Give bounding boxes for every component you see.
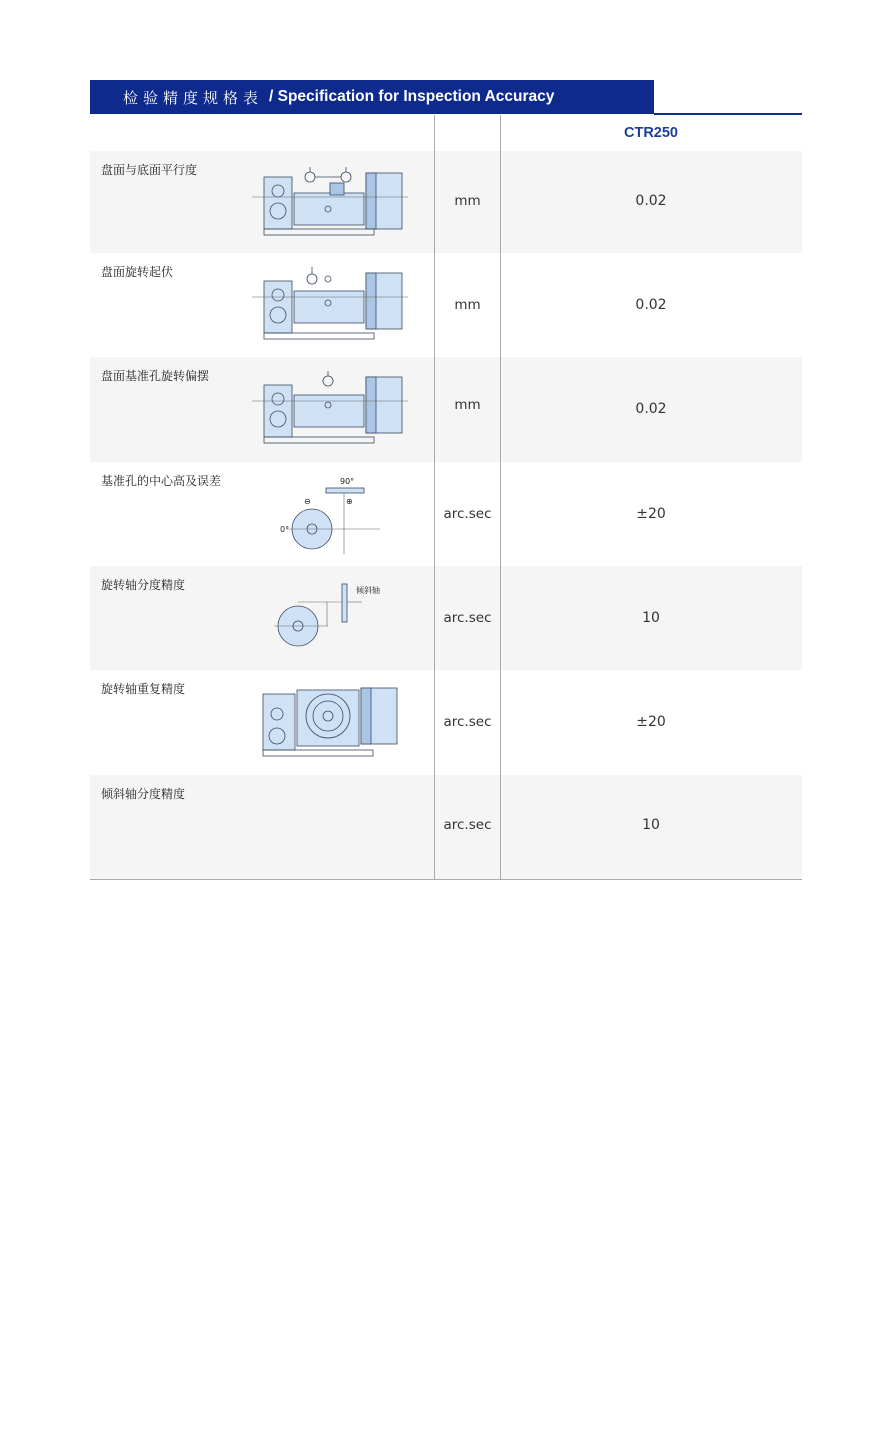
- table-row: [90, 566, 802, 670]
- table-header-row: [90, 115, 802, 151]
- datum-hole-runout-diagram: [250, 371, 410, 451]
- row-unit: arc.sec: [443, 506, 492, 522]
- table-row: [90, 670, 802, 775]
- row-label: 倾斜轴分度精度: [101, 787, 186, 801]
- row-value: 0.02: [635, 297, 667, 313]
- row-label: 旋转轴分度精度: [101, 578, 186, 592]
- model-header: CTR250: [624, 125, 678, 141]
- row-label: 盘面基准孔旋转偏摆: [101, 369, 210, 383]
- rotary-indexing-diagram: [270, 578, 410, 663]
- table-row: [90, 151, 802, 253]
- row-value: 10: [642, 817, 660, 833]
- column-divider: [500, 115, 501, 880]
- angle-90-label: 90°: [340, 477, 355, 486]
- angle-0-label: 0°: [280, 525, 290, 534]
- row-value: 10: [642, 610, 660, 626]
- parallelism-diagram: [250, 163, 410, 243]
- row-unit: mm: [454, 297, 481, 313]
- column-divider: [434, 115, 435, 880]
- row-label: 基准孔的中心高及误差: [101, 474, 222, 488]
- row-value: 0.02: [635, 401, 667, 417]
- row-unit: mm: [454, 193, 481, 209]
- row-unit: mm: [454, 397, 481, 413]
- row-value: ±20: [636, 714, 666, 730]
- plus-symbol: ⊕: [346, 497, 353, 506]
- row-label: 盘面旋转起伏: [101, 265, 174, 279]
- row-label: 旋转轴重复精度: [101, 682, 186, 696]
- row-unit: arc.sec: [443, 817, 492, 833]
- spec-table: [90, 115, 802, 879]
- runout-diagram: [250, 267, 410, 347]
- row-unit: arc.sec: [443, 714, 492, 730]
- tilt-axis-label: 倾斜轴: [356, 586, 380, 595]
- section-title-bar: [90, 80, 654, 114]
- table-row: [90, 253, 802, 357]
- row-label: 盘面与底面平行度: [101, 163, 198, 177]
- title-english: / Specification for Inspection Accuracy: [269, 88, 555, 105]
- table-row: [90, 462, 802, 566]
- repeatability-diagram: [255, 684, 405, 764]
- row-value: 0.02: [635, 193, 667, 209]
- row-unit: arc.sec: [443, 610, 492, 626]
- table-row: [90, 775, 802, 879]
- center-height-diagram: [270, 474, 400, 559]
- title-chinese: 检验精度规格表: [123, 88, 264, 107]
- row-value: ±20: [636, 506, 666, 522]
- table-row: [90, 357, 802, 462]
- table-bottom-border: [90, 879, 802, 880]
- minus-symbol: ⊖: [304, 497, 311, 506]
